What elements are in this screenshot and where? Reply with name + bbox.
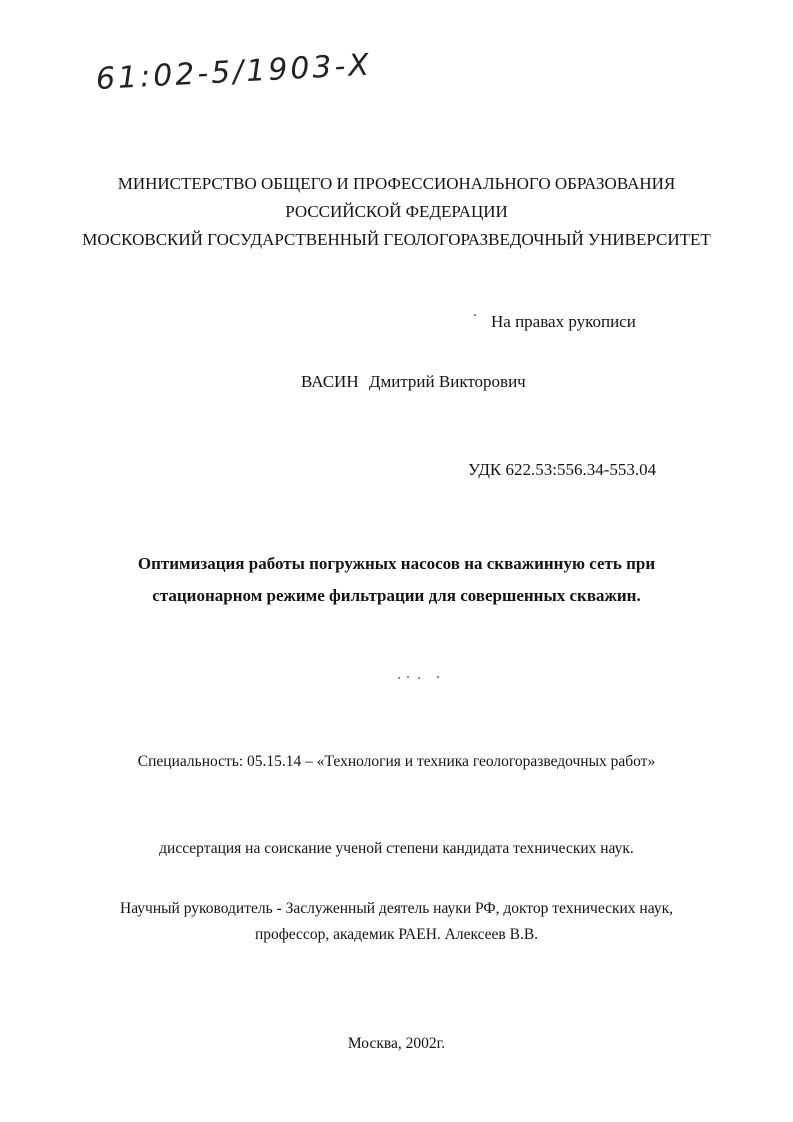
- ministry-header: [0, 170, 793, 254]
- scan-speck: [437, 676, 439, 678]
- handwritten-archive-code: 61:02-5/1903-Х: [95, 47, 373, 97]
- title-line-2: стационарном режиме фильтрации для совершенных скважин.: [152, 586, 641, 605]
- specialty: Специальность: 05.15.14 – «Технология и техника геологоразведочных работ»: [137, 753, 656, 770]
- scan-speck: [407, 676, 409, 678]
- dissertation-title: [0, 548, 793, 612]
- supervisor: [0, 896, 793, 948]
- supervisor-line-1: Научный руководитель - Заслуженный деятель науки РФ, доктор технических наук,: [120, 900, 673, 917]
- supervisor-line-2: профессор, академик РАЕН. Алексеев В.В.: [254, 926, 539, 943]
- ministry-line-3: МОСКОВСКИЙ ГОСУДАРСТВЕННЫЙ ГЕОЛОГОРАЗВЕДОЧНЫЙ УНИВЕРСИТЕТ: [82, 230, 711, 249]
- manuscript-note: На правах рукописи: [491, 312, 636, 331]
- scan-speck: [418, 677, 420, 679]
- scan-speck: [398, 677, 400, 679]
- author-given-names: Дмитрий Викторович: [368, 372, 526, 391]
- author-name: [301, 372, 526, 392]
- ministry-line-2: РОССИЙСКОЙ ФЕДЕРАЦИИ: [285, 202, 508, 221]
- title-line-1: Оптимизация работы погружных насосов на скважинную сеть при: [137, 554, 656, 573]
- author-surname: ВАСИН: [301, 372, 359, 391]
- city-year: Москва, 2002г.: [347, 1035, 446, 1052]
- udk-code: УДК 622.53:556.34-553.04: [468, 460, 657, 479]
- ministry-line-1: МИНИСТЕРСТВО ОБЩЕГО И ПРОФЕССИОНАЛЬНОГО ОБРАЗОВАНИЯ: [117, 174, 676, 193]
- dissertation-degree: диссертация на соискание ученой степени кандидата технических наук.: [159, 840, 634, 857]
- scan-speck: [474, 314, 476, 316]
